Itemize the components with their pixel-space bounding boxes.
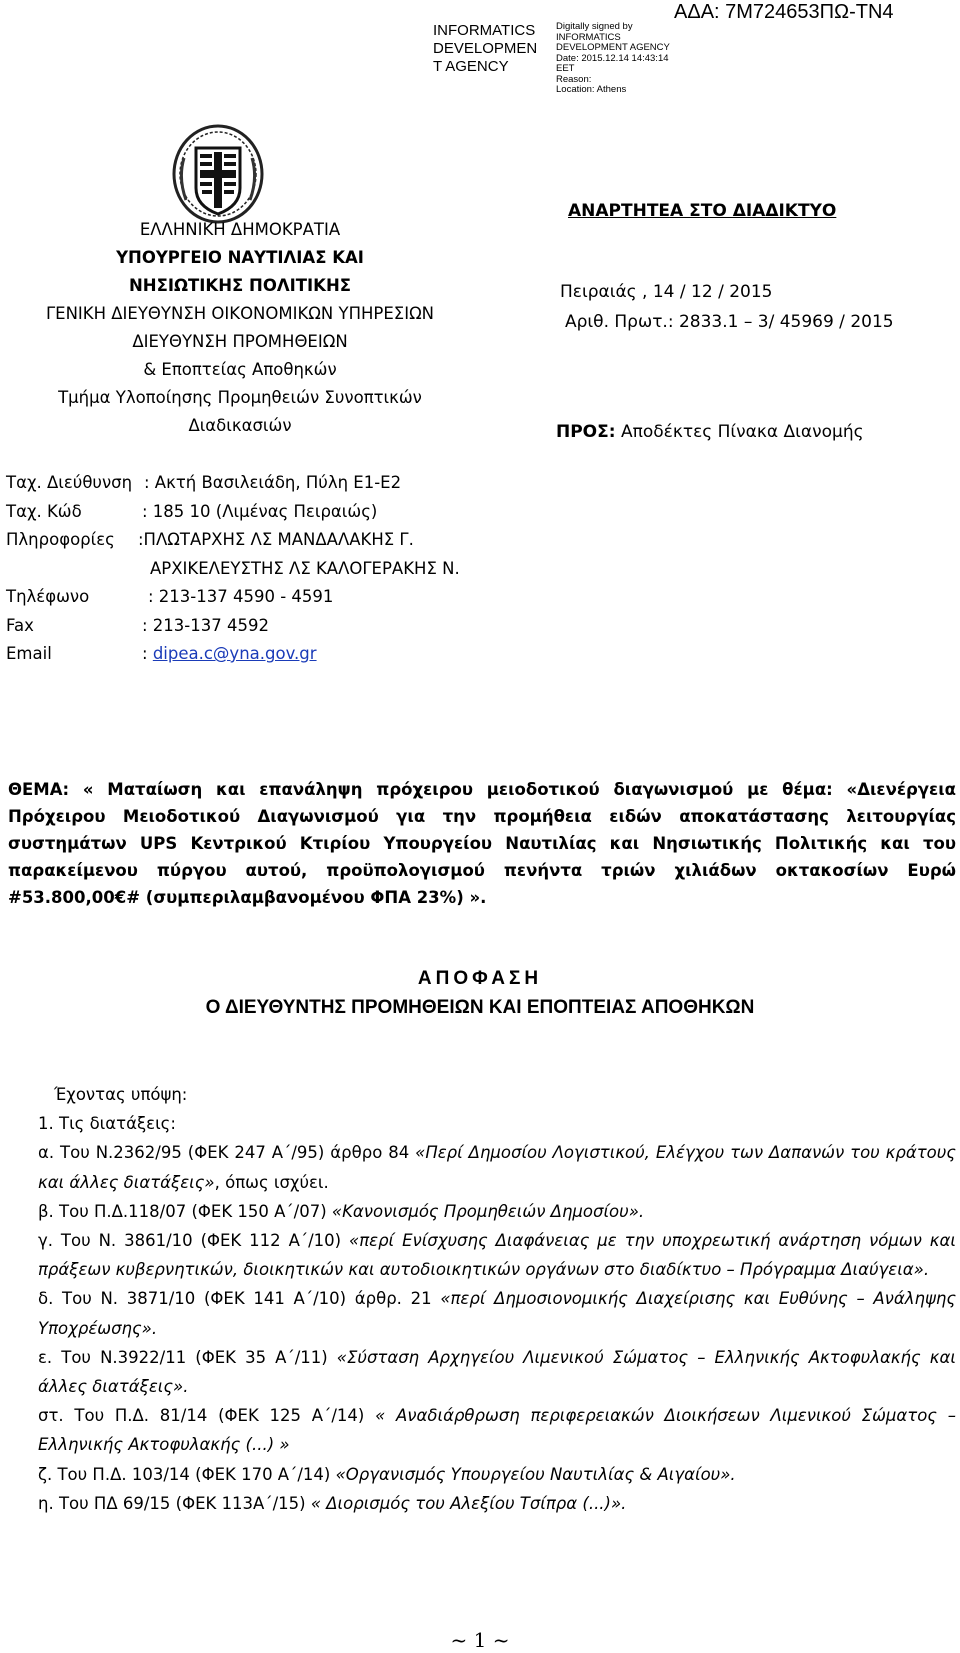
signature-details <box>556 22 670 96</box>
signature-detail-line: DEVELOPMENT AGENCY <box>556 42 670 53</box>
email-link[interactable]: dipea.c@yna.gov.gr <box>152 644 317 663</box>
provision-item <box>6 1343 956 1401</box>
contact-key: Πληροφορίες <box>6 530 115 549</box>
issuer-line: Διαδικασιών <box>188 416 292 435</box>
email-prefix: : <box>142 644 153 663</box>
provision-title: «περί Ενίσχυσης Διαφάνειας με την υποχρεωτική ανάρτηση νόμων και πράξεων κυβερνητικών, διοικητικών και αυτοδιοικητικών οργάνων στο διαδίκτυο – Πρόγραμμα Διαύγεια». <box>38 1231 956 1280</box>
signature-org <box>433 22 537 76</box>
signature-detail-line: Location: Athens <box>556 84 627 95</box>
provision-item <box>6 1489 956 1518</box>
issuer-line: ΝΗΣΙΩΤΙΚΗΣ ΠΟΛΙΤΙΚΗΣ <box>128 276 352 295</box>
signature-org-line: INFORMATICS <box>433 22 536 39</box>
contact-value <box>142 640 317 669</box>
protocol-number: Αριθ. Πρωτ.: 2833.1 – 3/ 45969 / 2015 <box>565 312 894 332</box>
provision-ref: α. Του Ν.2362/95 (ΦΕΚ 247 Α΄/95) άρθρο 84 <box>38 1143 416 1163</box>
page-number: ~ 1 ~ <box>450 1628 510 1652</box>
recipients-value: Αποδέκτες Πίνακα Διανομής <box>620 422 864 442</box>
issuer-line: Τμήμα Υλοποίησης Προμηθειών Συνοπτικών <box>58 388 422 407</box>
provision-title: «Σύσταση Αρχηγείου Λιμενικού Σώματος – Ελληνικής Ακτοφυλακής και άλλες διατάξεις». <box>38 1347 956 1397</box>
signature-detail-line: EET <box>556 63 575 74</box>
contact-value: ΑΡΧΙΚΕΛΕΥΣΤΗΣ ΛΣ ΚΑΛΟΓΕΡΑΚΗΣ Ν. <box>150 558 460 578</box>
provisions-title: 1. Τις διατάξεις: <box>38 1114 176 1134</box>
signature-detail-line: Reason: <box>556 73 592 85</box>
provision-ref: ε. Του Ν.3922/11 (ΦΕΚ 35 Α΄/11) <box>38 1347 337 1367</box>
provision-title: «περί Δημοσιονομικής Διαχείρισης και Ευθύνης – Ανάληψης Υποχρέωσης». <box>38 1289 957 1338</box>
issuer-line: ΥΠΟΥΡΓΕΙΟ ΝΑΥΤΙΛΙΑΣ ΚΑΙ <box>116 248 364 267</box>
provision-title: «Κανονισμός Προμηθειών Δημοσίου». <box>331 1201 645 1221</box>
issuer-line: ΕΛΛΗΝΙΚΗ ΔΗΜΟΚΡΑΤΙΑ <box>139 220 341 239</box>
recipients-label: ΠΡΟΣ: <box>556 422 616 442</box>
provision-ref: δ. Του Ν. 3871/10 (ΦΕΚ 141 Α΄/10) άρθρ. 21 <box>38 1289 441 1309</box>
contact-value: : 213-137 4590 - 4591 <box>148 587 334 606</box>
director-title: Ο ΔΙΕΥΘΥΝΤΗΣ ΠΡΟΜΗΘΕΙΩΝ ΚΑΙ ΕΠΟΠΤΕΙΑΣ ΑΠΟΘΗΚΩΝ <box>205 997 755 1018</box>
recipients <box>556 422 864 442</box>
provision-item <box>6 1138 956 1196</box>
provision-item <box>6 1226 956 1284</box>
contact-value: : Ακτή Βασιλειάδη, Πύλη Ε1-Ε2 <box>144 473 402 492</box>
contact-value: : 185 10 (Λιμένας Πειραιώς) <box>142 501 378 521</box>
document-body <box>6 1080 956 1518</box>
provision-tail: , όπως ισχύει. <box>214 1172 329 1192</box>
issuer-line: & Εποπτείας Αποθηκών <box>143 360 337 379</box>
provision-item <box>6 1284 956 1342</box>
provision-ref: ζ. Του Π.Δ. 103/14 (ΦΕΚ 170 Α΄/14) <box>38 1464 336 1484</box>
ada-code: ΑΔΑ: 7Μ724653ΠΩ-ΤΝ4 <box>674 1 894 23</box>
post-notice: ΑΝΑΡΤΗΤΕΑ ΣΤΟ ΔΙΑΔΙΚΤΥΟ <box>568 201 837 221</box>
signature-org-line: T AGENCY <box>433 58 509 75</box>
contact-value: : 213-137 4592 <box>142 615 269 635</box>
provision-item <box>6 1401 956 1459</box>
contact-key: Ταχ. Διεύθυνση <box>6 473 133 492</box>
signature-org-line: DEVELOPMEN <box>433 40 538 57</box>
subject-paragraph: ΘΕΜΑ: « Ματαίωση και επανάληψη πρόχειρου μειοδοτικού διαγωνισμού με θέμα: «Διενέργεια Πρόχειρου Μειοδοτικού Διαγωνισμού για την προμήθεια ειδών αποκατάστασης λειτουργίας συστημάτων UPS Κεντρικού Κτιρίου Υπουργείου Ναυτιλίας και Νησιωτικής Πολιτικής και του παρακείμενου πύργου αυτού, προϋπολογισμού πενήντα τριών χιλιάδων οκτακοσίων Ευρώ #53.800,00€# (συμπεριλαμβανομένου ΦΠΑ 23%) ». <box>8 780 956 907</box>
signature-detail-line: INFORMATICS <box>556 31 621 43</box>
issuer-line: ΔΙΕΥΘΥΝΣΗ ΠΡΟΜΗΘΕΙΩΝ <box>132 332 348 351</box>
provision-ref: β. Του Π.Δ.118/07 (ΦΕΚ 150 Α΄/07) <box>38 1201 332 1221</box>
signature-detail-line: Digitally signed by <box>556 21 633 32</box>
provision-title: « Διορισμός του Αλεξίου Τσίπρα (...)». <box>310 1493 627 1513</box>
provision-ref: η. Του ΠΔ 69/15 (ΦΕΚ 113Α΄/15) <box>38 1493 311 1513</box>
provision-title: «Οργανισμός Υπουργείου Ναυτιλίας & Αιγαίου». <box>335 1464 736 1484</box>
issuer-header <box>40 216 440 440</box>
provision-title: «Περί Δημοσίου Λογιστικού, Ελέγχου των Δαπανών του κράτους και άλλες διατάξεις» <box>38 1143 956 1192</box>
considering-line: Έχοντας υπόψη: <box>54 1085 188 1104</box>
contact-key: Email <box>6 644 52 663</box>
provision-ref: γ. Του Ν. 3861/10 (ΦΕΚ 112 Α΄/10) <box>38 1231 350 1251</box>
provision-item <box>6 1197 956 1226</box>
decision-title: ΑΠΟΦΑΣΗ <box>417 968 543 989</box>
provision-ref: στ. Του Π.Δ. 81/14 (ΦΕΚ 125 Α΄/14) <box>38 1406 376 1426</box>
contact-value: :ΠΛΩΤΑΡΧΗΣ ΛΣ ΜΑΝΔΑΛΑΚΗΣ Γ. <box>138 530 414 549</box>
greek-emblem-icon <box>170 118 266 224</box>
provision-item <box>6 1460 956 1489</box>
contact-key: Fax <box>6 615 34 635</box>
document-date: Πειραιάς , 14 / 12 / 2015 <box>560 282 773 302</box>
contact-key: Ταχ. Κώδ <box>6 501 82 521</box>
contact-key: Τηλέφωνο <box>6 587 90 606</box>
signature-detail-line: Date: 2015.12.14 14:43:14 <box>556 52 669 64</box>
provision-title: « Αναδιάρθρωση περιφερειακών Διοικήσεων Λιμενικού Σώματος – Ελληνικής Ακτοφυλακής (...) » <box>38 1406 956 1455</box>
issuer-line: ΓΕΝΙΚΗ ΔΙΕΥΘΥΝΣΗ ΟΙΚΟΝΟΜΙΚΩΝ ΥΠΗΡΕΣΙΩΝ <box>45 304 435 323</box>
